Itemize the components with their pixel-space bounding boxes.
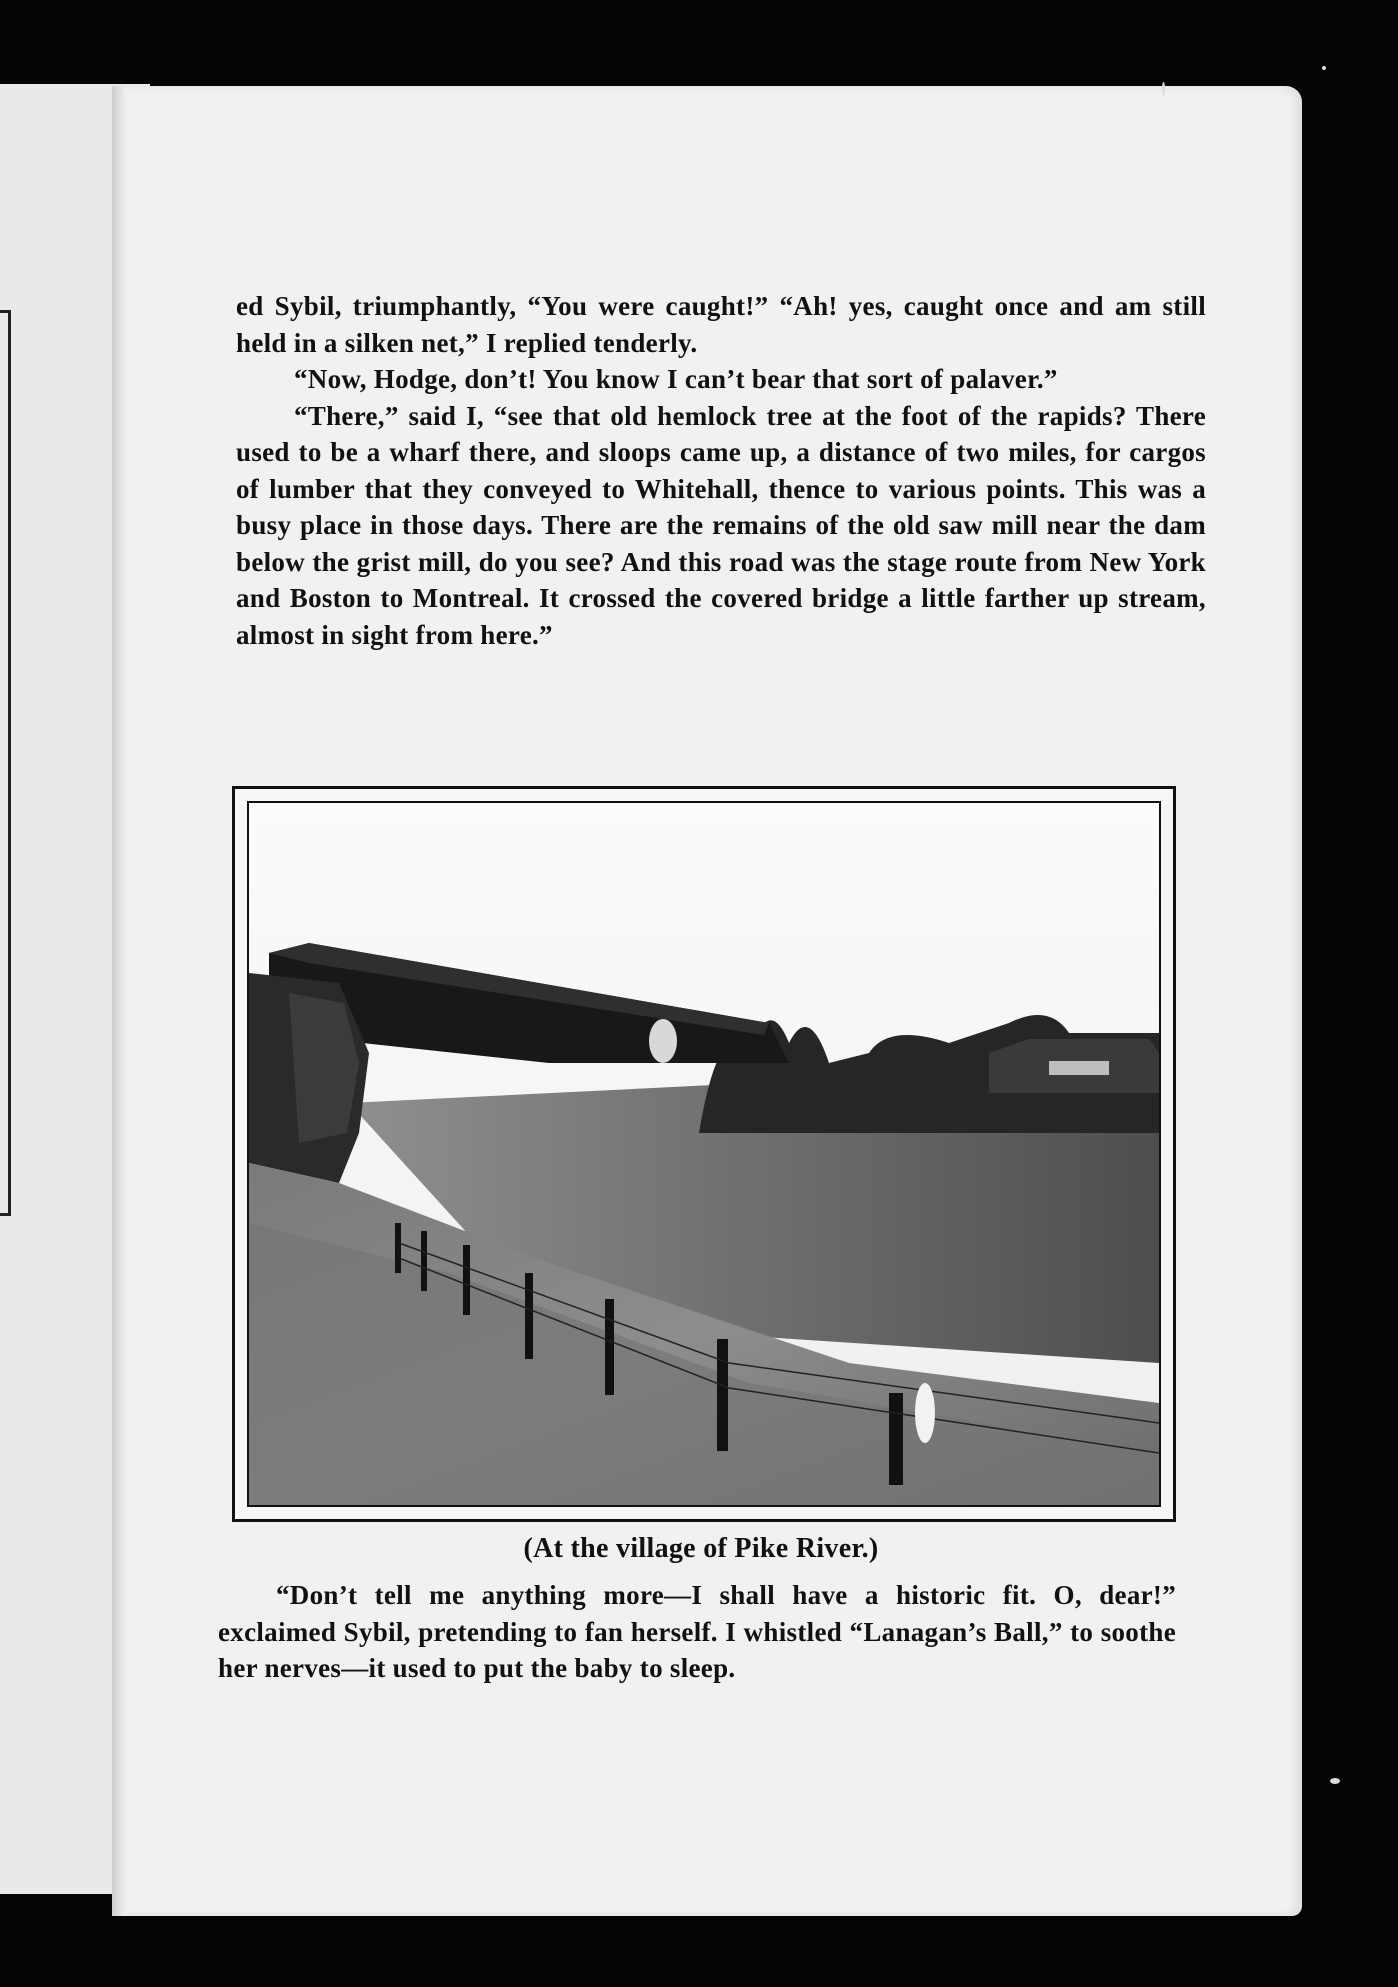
paragraph: “There,” said I, “see that old hemlock tree at the foot of the rapids? There used to be a wharf there, and sloops came up, a distance of two miles, for cargos of lumber that they conveyed to Whitehall, thence to various points. This was a busy place in those days. There are the remains of the old saw mill near the dam below the grist mill, do you see? And this road was the stage route from New York and Boston to Montreal. It crossed the covered bridge a little farther up stream, almost in sight from here.” — [236, 400, 1206, 650]
scan-speck — [1330, 1778, 1340, 1784]
scan-speck — [1162, 82, 1165, 96]
left-page-frame-edge — [0, 310, 11, 1216]
page-gutter — [112, 86, 126, 1916]
body-text-top — [236, 288, 1206, 653]
photograph-covered-bridge — [247, 801, 1161, 1507]
body-text-bottom — [218, 1577, 1176, 1687]
paragraph: “Don’t tell me anything more—I shall have a historic fit. O, dear!” exclaimed Sybil, pretending to fan herself. I whistled “Lanagan’s Ball,” to soothe her nerves—it used to put the baby to sleep. — [218, 1580, 1176, 1683]
photograph-image — [249, 803, 1159, 1505]
photo-caption: (At the village of Pike River.) — [523, 1533, 879, 1564]
paragraph: ed Sybil, triumphantly, “You were caught!” “Ah! yes, caught once and am still held in a silken net,” I replied tenderly. — [236, 291, 1206, 358]
scan-speck — [1322, 66, 1326, 70]
paragraph: “Now, Hodge, don’t! You know I can’t bear that sort of palaver.” — [294, 364, 1058, 394]
photograph-frame — [232, 786, 1176, 1522]
